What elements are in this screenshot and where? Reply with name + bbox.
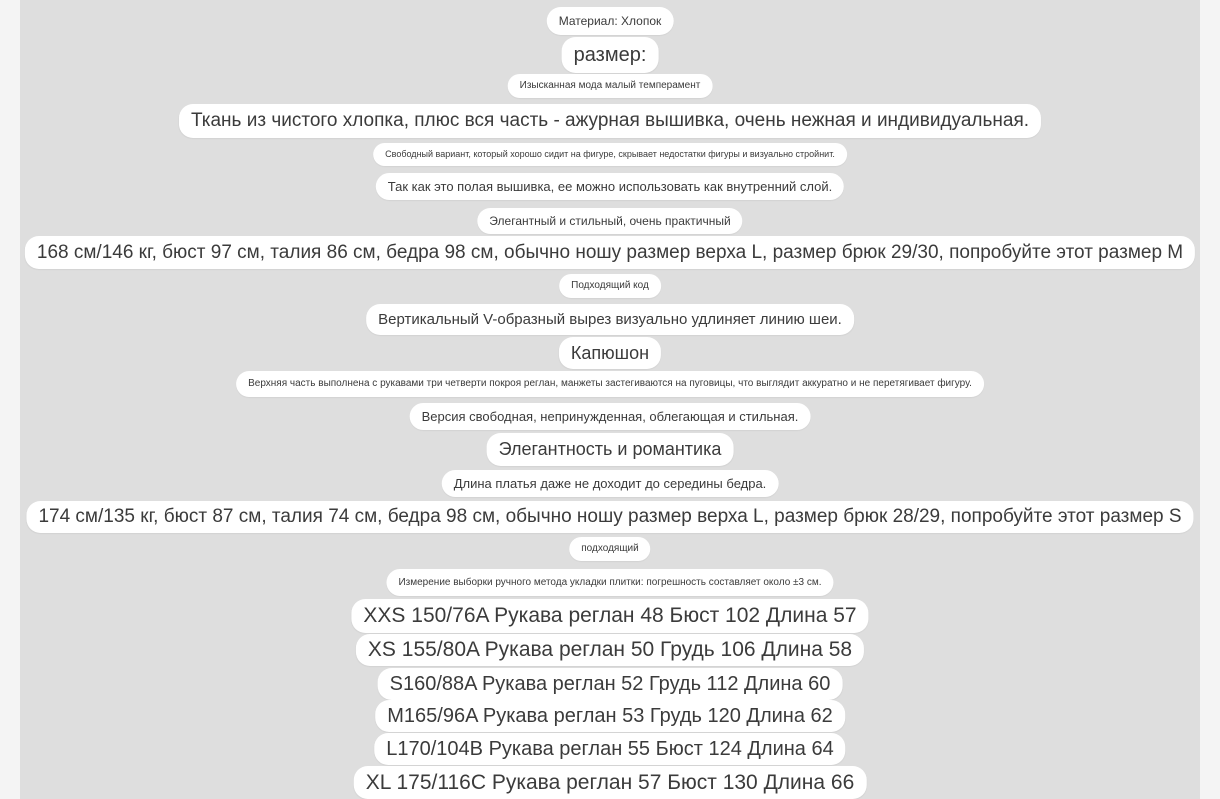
material-label: Материал: Хлопок bbox=[547, 7, 674, 35]
size-row-xxs: XXS 150/76A Рукава реглан 48 Бюст 102 Длина 57 bbox=[351, 599, 868, 633]
version-note: Версия свободная, непринужденная, облегающая и стильная. bbox=[410, 403, 811, 430]
measurement-note: Измерение выборки ручного метода укладки плитки: погрешность составляет около ±3 см. bbox=[386, 569, 833, 596]
product-description-image bbox=[20, 0, 1200, 799]
fabric-description: Ткань из чистого хлопка, плюс вся часть - ажурная вышивка, очень нежная и индивидуальная. bbox=[179, 104, 1041, 138]
embroidery-note: Так как это полая вышивка, ее можно использовать как внутренний слой. bbox=[376, 173, 844, 200]
size-heading: размер: bbox=[562, 37, 659, 73]
text-stack bbox=[20, 0, 1200, 799]
length-note: Длина платья даже не доходит до середины бедра. bbox=[442, 470, 779, 497]
size-row-xs: XS 155/80A Рукава реглан 50 Грудь 106 Длина 58 bbox=[356, 634, 864, 666]
fit-code-label: Подходящий код bbox=[559, 274, 661, 298]
hood-label: Капюшон bbox=[559, 337, 661, 369]
fit-description: Свободный вариант, который хорошо сидит на фигуре, скрывает недостатки фигуры и визуально стройнит. bbox=[373, 143, 847, 166]
elegance-label: Элегантность и романтика bbox=[487, 433, 734, 466]
size-row-l: L170/104B Рукава реглан 55 Бюст 124 Длина 64 bbox=[374, 733, 845, 765]
suitable-label: подходящий bbox=[569, 537, 650, 561]
sleeve-description: Верхняя часть выполнена с рукавами три четверти покроя реглан, манжеты застегиваются на пуговицы, что выглядит аккуратно и не перетягивает фигуру. bbox=[236, 371, 984, 397]
size-row-s: S160/88A Рукава реглан 52 Грудь 112 Длина 60 bbox=[378, 668, 843, 700]
size-row-m: M165/96A Рукава реглан 53 Грудь 120 Длина 62 bbox=[375, 700, 845, 732]
style-tagline: Изысканная мода малый темперамент bbox=[508, 74, 713, 98]
style-note: Элегантный и стильный, очень практичный bbox=[477, 208, 742, 234]
model-measurements-2: 174 см/135 кг, бюст 87 см, талия 74 см, бедра 98 см, обычно ношу размер верха L, размер брюк 28/29, попробуйте этот размер S bbox=[26, 501, 1193, 533]
size-row-xl: XL 175/116C Рукава реглан 57 Бюст 130 Длина 66 bbox=[354, 766, 867, 799]
model-measurements-1: 168 см/146 кг, бюст 97 см, талия 86 см, бедра 98 см, обычно ношу размер верха L, размер брюк 29/30, попробуйте этот размер M bbox=[25, 236, 1195, 269]
neckline-note: Вертикальный V-образный вырез визуально удлиняет линию шеи. bbox=[366, 304, 854, 335]
